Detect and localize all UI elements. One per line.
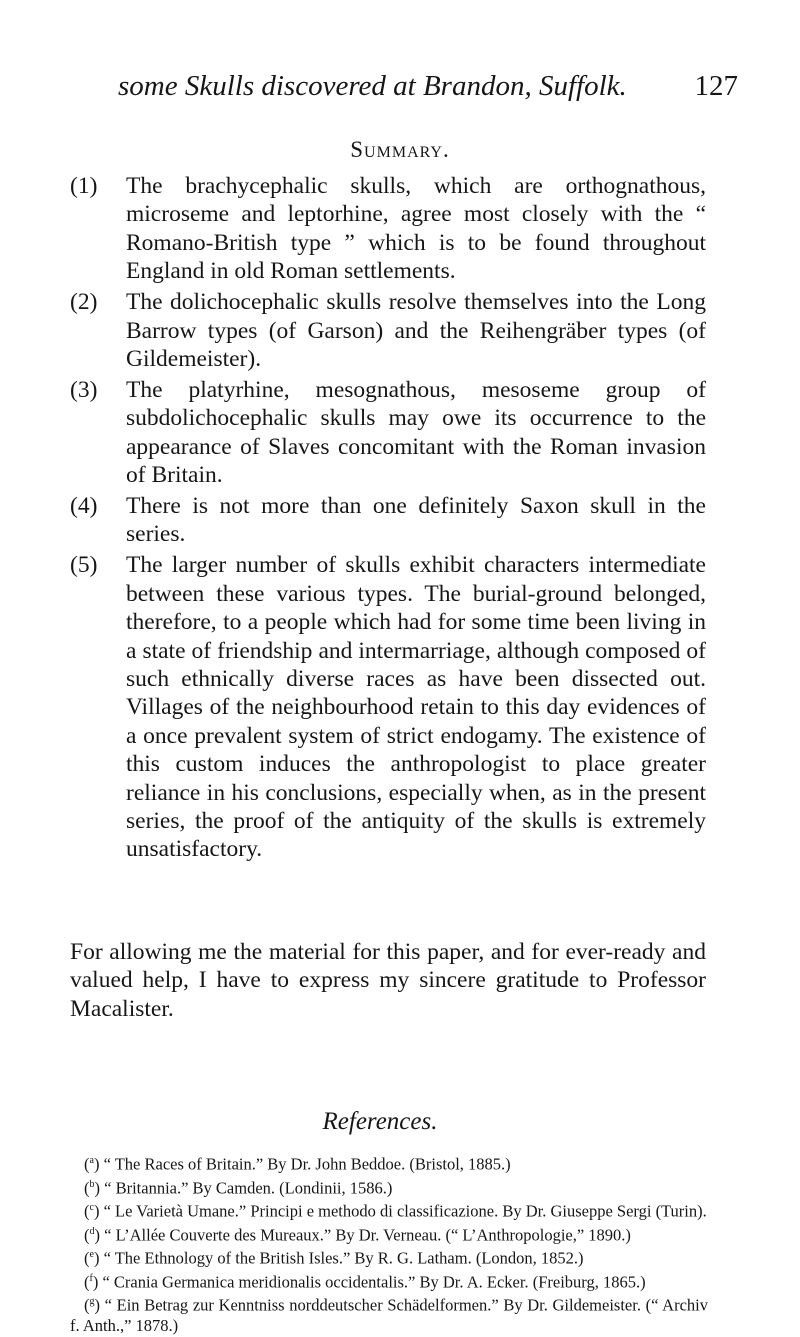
item-text: There is not more than one definitely Saxon skull in the series. bbox=[126, 492, 706, 548]
summary-heading: Summary. bbox=[350, 137, 450, 162]
reference-text: “ Le Varietà Umane.” Principi e methodo di classificazione. By Dr. Giuseppe Sergi (Turin). bbox=[103, 1201, 707, 1221]
reference-item: ($^a$) “ The Races of Britain.” By Dr. John Beddoe. (Bristol, 1885.) bbox=[84, 1154, 511, 1174]
references-list bbox=[70, 1151, 708, 1336]
item-number: (1) bbox=[70, 173, 98, 199]
summary-item bbox=[70, 551, 706, 863]
reference-mark: e bbox=[89, 1249, 94, 1260]
acknowledgement-paragraph: For allowing me the material for this paper, and for ever-ready and valued help, I have to express my sincere gratitude to Professor Macalister. bbox=[70, 939, 706, 1022]
reference-item: ($^b$) “ Britannia.” By Camden. (Londinii, 1586.) bbox=[84, 1178, 393, 1197]
reference-item: ($^d$) “ L’Allée Couverte des Mureaux.” By Dr. Verneau. (“ L’Anthropologie,” 1890.) bbox=[84, 1225, 631, 1244]
reference-item: ($^e$) “ The Ethnology of the British Isles.” By R. G. Latham. (London, 1852.) bbox=[84, 1248, 584, 1268]
page-header bbox=[118, 70, 738, 103]
summary-item bbox=[70, 288, 706, 373]
reference-text: “ L’Allée Couverte des Mureaux.” By Dr. Verneau. (“ L’Anthropologie,” 1890.) bbox=[104, 1225, 631, 1244]
item-number: (2) bbox=[70, 289, 98, 316]
references-heading: References. bbox=[322, 1108, 438, 1135]
item-number: (3) bbox=[70, 376, 98, 403]
reference-text: “ Crania Germanica meridionalis occidentalis.” By Dr. A. Ecker. (Freiburg, 1865.) bbox=[102, 1272, 646, 1291]
summary-item bbox=[70, 376, 706, 490]
running-title: some Skulls discovered at Brandon, Suffolk. bbox=[118, 70, 627, 102]
item-text: The dolichocephalic skulls resolve themselves into the Long Barrow types (of Garson) and the Reihengräber types (of Gildemeister). bbox=[126, 289, 706, 372]
summary-list bbox=[70, 172, 706, 866]
summary-item bbox=[70, 172, 706, 286]
item-number: (4) bbox=[70, 492, 98, 519]
reference-mark: d bbox=[89, 1225, 95, 1237]
item-text: The platyrhine, mesognathous, mesoseme group of subdolichocephalic skulls may owe its occurrence to the appearance of Slaves concomitant with the Roman invasion of Britain. bbox=[126, 376, 706, 489]
reference-mark: c bbox=[89, 1202, 94, 1213]
page-number: 127 bbox=[694, 70, 738, 102]
reference-mark: b bbox=[89, 1178, 95, 1190]
reference-item: ($^g$) “ Ein Betrag zur Kenntniss norddeutscher Schädelformen.” By Dr. Gildemeister. (“ Archiv f. Anth.,” 1878.) bbox=[70, 1295, 708, 1335]
reference-item: ($^c$) “ Le Varietà Umane.” Principi e methodo di classificazione. By Dr. Giuseppe Sergi (Turin). bbox=[84, 1201, 707, 1221]
item-number: (5) bbox=[70, 552, 98, 579]
reference-mark: f bbox=[89, 1272, 93, 1284]
summary-item bbox=[70, 492, 706, 549]
reference-text: “ The Ethnology of the British Isles.” By R. G. Latham. (London, 1852.) bbox=[103, 1248, 584, 1268]
reference-text: “ Britannia.” By Camden. (Londinii, 1586.) bbox=[104, 1178, 393, 1197]
reference-mark: a bbox=[89, 1155, 94, 1166]
reference-mark: g bbox=[89, 1296, 95, 1307]
item-text: The brachycephalic skulls, which are orthognathous, microseme and leptorhine, agree most closely with the “ Romano-British type ” which is to be found throughout England in old Roman settlements. bbox=[126, 173, 706, 285]
reference-text: “ Ein Betrag zur Kenntniss norddeutscher Schädelformen.” By Dr. Gildemeister. (“ Archiv f. Anth.,” 1878.) bbox=[70, 1295, 708, 1335]
reference-item: ($^f$) “ Crania Germanica meridionalis occidentalis.” By Dr. A. Ecker. (Freiburg, 1865.) bbox=[84, 1272, 646, 1291]
reference-text: “ The Races of Britain.” By Dr. John Beddoe. (Bristol, 1885.) bbox=[103, 1154, 511, 1174]
item-text: The larger number of skulls exhibit characters intermediate between these various types. The burial-ground belonged, therefore, to a people which had for some time been living in a state of friendship and intermarriage, although composed of such ethnically diverse races as have been dissected out. Villages of the neighbourhood retain to this day evidences of a once prevalent system of strict endogamy. The existence of this custom induces the anthropologist to place greater reliance in his conclusions, especially when, as in the present series, the proof of the antiquity of the skulls is extremely unsatisfactory. bbox=[126, 552, 706, 863]
